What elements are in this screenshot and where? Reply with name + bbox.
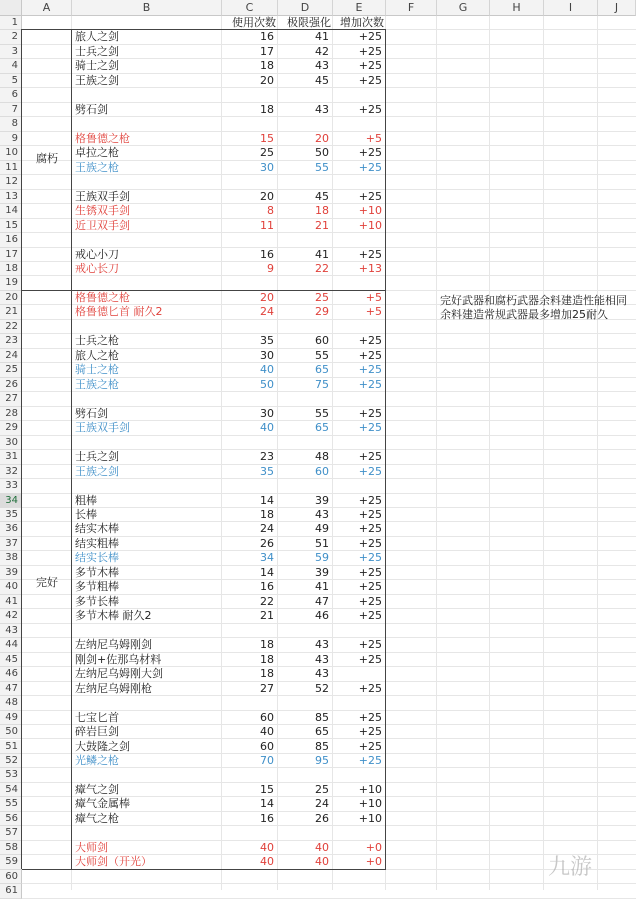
row-header-42[interactable]: 42: [0, 609, 22, 623]
grid-row: [22, 696, 636, 710]
row-header-13[interactable]: 13: [0, 190, 22, 204]
column-header-h[interactable]: H: [490, 0, 544, 16]
usage-count-cell[interactable]: 35: [260, 464, 274, 478]
row-header-46[interactable]: 46: [0, 667, 22, 681]
row-header-1[interactable]: 1: [0, 16, 22, 30]
max-upgrade-cell[interactable]: 55: [315, 406, 329, 420]
max-upgrade-cell[interactable]: 65: [315, 421, 329, 435]
grid-row: [22, 392, 636, 406]
column-header-i[interactable]: I: [544, 0, 598, 16]
weapon-name-cell[interactable]: 大师剑: [75, 840, 108, 854]
row-header-50[interactable]: 50: [0, 725, 22, 739]
row-header-47[interactable]: 47: [0, 682, 22, 696]
row-header-27[interactable]: 27: [0, 392, 22, 406]
usage-count-cell[interactable]: 22: [260, 594, 274, 608]
max-upgrade-cell[interactable]: 43: [315, 667, 329, 681]
group-border-line: [22, 869, 386, 870]
added-count-cell[interactable]: +25: [358, 565, 382, 579]
usage-count-cell[interactable]: 30: [260, 160, 274, 174]
row-header-39[interactable]: 39: [0, 566, 22, 580]
row-header-5[interactable]: 5: [0, 74, 22, 88]
added-count-cell[interactable]: +25: [358, 580, 382, 594]
usage-count-cell[interactable]: 17: [260, 44, 274, 58]
max-upgrade-cell[interactable]: 46: [315, 609, 329, 623]
weapon-name-cell[interactable]: 戒心长刀: [75, 261, 119, 275]
added-count-cell[interactable]: +25: [358, 406, 382, 420]
max-upgrade-cell[interactable]: 55: [315, 160, 329, 174]
usage-count-cell[interactable]: 27: [260, 681, 274, 695]
row-header-51[interactable]: 51: [0, 740, 22, 754]
weapon-name-cell[interactable]: 格鲁德之枪: [75, 290, 130, 304]
weapon-name-cell[interactable]: 王族双手剑: [75, 189, 130, 203]
max-upgrade-cell[interactable]: 55: [315, 348, 329, 362]
row-header-24[interactable]: 24: [0, 349, 22, 363]
usage-count-cell[interactable]: 16: [260, 247, 274, 261]
added-count-cell[interactable]: +13: [358, 261, 382, 275]
added-count-cell[interactable]: +25: [358, 507, 382, 521]
weapon-name-cell[interactable]: 劈石剑: [75, 102, 108, 116]
row-header-36[interactable]: 36: [0, 522, 22, 536]
added-count-cell[interactable]: +25: [358, 44, 382, 58]
header-usage-count: 使用次数: [232, 16, 276, 29]
max-upgrade-cell[interactable]: 48: [315, 450, 329, 464]
usage-count-cell[interactable]: 14: [260, 797, 274, 811]
added-count-cell[interactable]: +25: [358, 681, 382, 695]
weapon-name-cell[interactable]: 左纳尼乌姆刚枪: [75, 681, 152, 695]
row-header-33[interactable]: 33: [0, 479, 22, 493]
max-upgrade-cell[interactable]: 59: [315, 551, 329, 565]
usage-count-cell[interactable]: 16: [260, 580, 274, 594]
row-header-12[interactable]: 12: [0, 175, 22, 189]
max-upgrade-cell[interactable]: 26: [315, 811, 329, 825]
grid-row: [22, 479, 636, 493]
max-upgrade-cell[interactable]: 50: [315, 146, 329, 160]
added-count-cell[interactable]: +5: [365, 290, 382, 304]
added-count-cell[interactable]: +25: [358, 652, 382, 666]
added-count-cell[interactable]: +25: [358, 464, 382, 478]
weapon-name-cell[interactable]: 长棒: [75, 507, 97, 521]
added-count-cell[interactable]: +10: [358, 811, 382, 825]
weapon-name-cell[interactable]: 王族之剑: [75, 464, 119, 478]
usage-count-cell[interactable]: 40: [260, 855, 274, 869]
added-count-cell[interactable]: +25: [358, 638, 382, 652]
weapon-name-cell[interactable]: 瘴气之枪: [75, 811, 119, 825]
usage-count-cell[interactable]: 21: [260, 609, 274, 623]
row-header-55[interactable]: 55: [0, 797, 22, 811]
usage-count-cell[interactable]: 16: [260, 811, 274, 825]
group-border-line: [22, 29, 386, 30]
max-upgrade-cell[interactable]: 40: [315, 855, 329, 869]
max-upgrade-cell[interactable]: 43: [315, 638, 329, 652]
grid-row: [22, 624, 636, 638]
max-upgrade-cell[interactable]: 43: [315, 59, 329, 73]
added-count-cell[interactable]: +25: [358, 377, 382, 391]
max-upgrade-cell[interactable]: 43: [315, 102, 329, 116]
grid-row: [22, 841, 636, 855]
added-count-cell[interactable]: +25: [358, 59, 382, 73]
column-header-g[interactable]: G: [437, 0, 490, 16]
row-header-30[interactable]: 30: [0, 436, 22, 450]
usage-count-cell[interactable]: 40: [260, 363, 274, 377]
weapon-name-cell[interactable]: 光鳞之枪: [75, 753, 119, 767]
row-header-41[interactable]: 41: [0, 595, 22, 609]
usage-count-cell[interactable]: 24: [260, 305, 274, 319]
usage-count-cell[interactable]: 18: [260, 59, 274, 73]
usage-count-cell[interactable]: 11: [260, 218, 274, 232]
max-upgrade-cell[interactable]: 41: [315, 580, 329, 594]
group-label-decayed: 腐朽: [36, 152, 58, 166]
weapon-name-cell[interactable]: 多节粗棒: [75, 580, 119, 594]
added-count-cell[interactable]: +25: [358, 493, 382, 507]
weapon-name-cell[interactable]: 骑士之枪: [75, 363, 119, 377]
group-border-vertical: [21, 29, 22, 868]
added-count-cell[interactable]: +25: [358, 450, 382, 464]
weapon-name-cell[interactable]: 大鼓隆之剑: [75, 739, 130, 753]
added-count-cell[interactable]: +25: [358, 73, 382, 87]
row-header-28[interactable]: 28: [0, 407, 22, 421]
weapon-name-cell[interactable]: 左纳尼乌姆刚剑: [75, 638, 152, 652]
weapon-name-cell[interactable]: 劈石剑: [75, 406, 108, 420]
usage-count-cell[interactable]: 40: [260, 840, 274, 854]
row-header-38[interactable]: 38: [0, 551, 22, 565]
row-header-7[interactable]: 7: [0, 103, 22, 117]
added-count-cell[interactable]: +0: [365, 855, 382, 869]
added-count-cell[interactable]: [333, 667, 382, 681]
row-header-22[interactable]: 22: [0, 320, 22, 334]
usage-count-cell[interactable]: 14: [260, 493, 274, 507]
grid-row: [22, 103, 636, 117]
grid-row: [22, 870, 636, 884]
weapon-name-cell[interactable]: 王族之枪: [75, 160, 119, 174]
usage-count-cell[interactable]: 30: [260, 348, 274, 362]
grid-row: [22, 233, 636, 247]
added-count-cell[interactable]: +25: [358, 753, 382, 767]
grid-row: [22, 826, 636, 840]
max-upgrade-cell[interactable]: 60: [315, 464, 329, 478]
column-header-j[interactable]: J: [598, 0, 636, 16]
max-upgrade-cell[interactable]: 45: [315, 189, 329, 203]
group-border-line: [22, 290, 386, 291]
row-header-15[interactable]: 15: [0, 219, 22, 233]
usage-count-cell[interactable]: 60: [260, 739, 274, 753]
usage-count-cell[interactable]: 20: [260, 73, 274, 87]
max-upgrade-cell[interactable]: 95: [315, 753, 329, 767]
max-upgrade-cell[interactable]: 52: [315, 681, 329, 695]
header-added-count: 增加次数: [340, 16, 384, 29]
weapon-name-cell[interactable]: 多节木棒 耐久2: [75, 609, 152, 623]
usage-count-cell[interactable]: 24: [260, 522, 274, 536]
row-header-16[interactable]: 16: [0, 233, 22, 247]
max-upgrade-cell[interactable]: 40: [315, 840, 329, 854]
header-max-upgrade: 极限强化: [287, 16, 331, 29]
row-header-58[interactable]: 58: [0, 841, 22, 855]
added-count-cell[interactable]: +25: [358, 710, 382, 724]
usage-count-cell[interactable]: 18: [260, 652, 274, 666]
row-header-10[interactable]: 10: [0, 146, 22, 160]
added-count-cell[interactable]: +0: [365, 840, 382, 854]
usage-count-cell[interactable]: 20: [260, 189, 274, 203]
added-count-cell[interactable]: +25: [358, 160, 382, 174]
group-border-vertical: [385, 29, 386, 868]
row-header-45[interactable]: 45: [0, 653, 22, 667]
max-upgrade-cell[interactable]: 39: [315, 493, 329, 507]
max-upgrade-cell[interactable]: 18: [315, 204, 329, 218]
weapon-name-cell[interactable]: 近卫双手剑: [75, 218, 130, 232]
added-count-cell[interactable]: +25: [358, 609, 382, 623]
weapon-name-cell[interactable]: 左纳尼乌姆刚大剑: [75, 667, 163, 681]
usage-count-cell[interactable]: 15: [260, 131, 274, 145]
max-upgrade-cell[interactable]: 49: [315, 522, 329, 536]
usage-count-cell[interactable]: 60: [260, 710, 274, 724]
added-count-cell[interactable]: +25: [358, 348, 382, 362]
max-upgrade-cell[interactable]: 43: [315, 507, 329, 521]
usage-count-cell[interactable]: 50: [260, 377, 274, 391]
row-header-6[interactable]: 6: [0, 88, 22, 102]
max-upgrade-cell[interactable]: 41: [315, 30, 329, 44]
added-count-cell[interactable]: +5: [365, 305, 382, 319]
row-header-21[interactable]: 21: [0, 305, 22, 319]
row-header-29[interactable]: 29: [0, 421, 22, 435]
added-count-cell[interactable]: +10: [358, 797, 382, 811]
max-upgrade-cell[interactable]: 22: [315, 261, 329, 275]
row-header-4[interactable]: 4: [0, 59, 22, 73]
added-count-cell[interactable]: +25: [358, 536, 382, 550]
grid-row: [22, 884, 636, 898]
weapon-name-cell[interactable]: 王族之枪: [75, 377, 119, 391]
max-upgrade-cell[interactable]: 29: [315, 305, 329, 319]
max-upgrade-cell[interactable]: 47: [315, 594, 329, 608]
weapon-name-cell[interactable]: 生锈双手剑: [75, 204, 130, 218]
weapon-name-cell[interactable]: 王族之剑: [75, 73, 119, 87]
added-count-cell[interactable]: +10: [358, 204, 382, 218]
row-header-17[interactable]: 17: [0, 248, 22, 262]
usage-count-cell[interactable]: 34: [260, 551, 274, 565]
grid-row: [22, 508, 636, 522]
weapon-name-cell[interactable]: 结实长棒: [75, 551, 119, 565]
row-header-25[interactable]: 25: [0, 363, 22, 377]
usage-count-cell[interactable]: 16: [260, 30, 274, 44]
row-header-18[interactable]: 18: [0, 262, 22, 276]
row-header-19[interactable]: 19: [0, 276, 22, 290]
row-header-59[interactable]: 59: [0, 855, 22, 869]
column-header-b[interactable]: B: [72, 0, 222, 16]
row-header-2[interactable]: 2: [0, 30, 22, 44]
usage-count-cell[interactable]: 40: [260, 725, 274, 739]
added-count-cell[interactable]: +25: [358, 522, 382, 536]
usage-count-cell[interactable]: 25: [260, 146, 274, 160]
grid-row: [22, 494, 636, 508]
grid-row: [22, 436, 636, 450]
added-count-cell[interactable]: +25: [358, 30, 382, 44]
usage-count-cell[interactable]: 15: [260, 782, 274, 796]
note-line-2: 余料建造常规武器最多增加25耐久: [440, 308, 608, 322]
weapon-name-cell[interactable]: 粗棒: [75, 493, 97, 507]
row-header-43[interactable]: 43: [0, 624, 22, 638]
row-header-20[interactable]: 20: [0, 291, 22, 305]
usage-count-cell[interactable]: 70: [260, 753, 274, 767]
weapon-name-cell[interactable]: 多节长棒: [75, 594, 119, 608]
added-count-cell[interactable]: +10: [358, 782, 382, 796]
row-header-61[interactable]: 61: [0, 884, 22, 898]
added-count-cell[interactable]: +25: [358, 551, 382, 565]
column-header-c[interactable]: C: [222, 0, 278, 16]
added-count-cell[interactable]: +25: [358, 146, 382, 160]
weapon-name-cell[interactable]: 士兵之枪: [75, 334, 119, 348]
max-upgrade-cell[interactable]: 25: [315, 782, 329, 796]
added-count-cell[interactable]: +25: [358, 739, 382, 753]
row-header-44[interactable]: 44: [0, 638, 22, 652]
added-count-cell[interactable]: +25: [358, 421, 382, 435]
added-count-cell[interactable]: +5: [365, 131, 382, 145]
added-count-cell[interactable]: +10: [358, 218, 382, 232]
group-label-intact: 完好: [36, 575, 58, 589]
row-header-52[interactable]: 52: [0, 754, 22, 768]
usage-count-cell[interactable]: 8: [267, 204, 274, 218]
grid-row: [22, 117, 636, 131]
row-header-14[interactable]: 14: [0, 204, 22, 218]
weapon-name-cell[interactable]: 士兵之剑: [75, 44, 119, 58]
usage-count-cell[interactable]: 23: [260, 450, 274, 464]
weapon-name-cell[interactable]: 结实木棒: [75, 522, 119, 536]
weapon-name-cell[interactable]: 瘴气之剑: [75, 782, 119, 796]
added-count-cell[interactable]: +25: [358, 363, 382, 377]
weapon-name-cell[interactable]: 格鲁德匕首 耐久2: [75, 305, 163, 319]
grid-row: [22, 768, 636, 782]
max-upgrade-cell[interactable]: 65: [315, 363, 329, 377]
weapon-name-cell[interactable]: 碎岩巨剑: [75, 725, 119, 739]
usage-count-cell[interactable]: 30: [260, 406, 274, 420]
max-upgrade-cell[interactable]: 24: [315, 797, 329, 811]
max-upgrade-cell[interactable]: 45: [315, 73, 329, 87]
usage-count-cell[interactable]: 18: [260, 638, 274, 652]
usage-count-cell[interactable]: 26: [260, 536, 274, 550]
usage-count-cell[interactable]: 18: [260, 102, 274, 116]
added-count-cell[interactable]: +25: [358, 102, 382, 116]
weapon-name-cell[interactable]: 王族双手剑: [75, 421, 130, 435]
row-header-31[interactable]: 31: [0, 450, 22, 464]
grid-row: [22, 407, 636, 421]
weapon-name-cell[interactable]: 卓拉之枪: [75, 146, 119, 160]
column-header-f[interactable]: F: [386, 0, 437, 16]
row-header-32[interactable]: 32: [0, 465, 22, 479]
weapon-name-cell[interactable]: 大师剑（开光）: [75, 855, 152, 869]
row-header-56[interactable]: 56: [0, 812, 22, 826]
added-count-cell[interactable]: +25: [358, 247, 382, 261]
added-count-cell[interactable]: +25: [358, 594, 382, 608]
row-header-48[interactable]: 48: [0, 696, 22, 710]
max-upgrade-cell[interactable]: 43: [315, 652, 329, 666]
added-count-cell[interactable]: +25: [358, 725, 382, 739]
column-header-d[interactable]: D: [278, 0, 333, 16]
grid-row: [22, 175, 636, 189]
weapon-name-cell[interactable]: 戒心小刀: [75, 247, 119, 261]
row-header-23[interactable]: 23: [0, 334, 22, 348]
max-upgrade-cell[interactable]: 75: [315, 377, 329, 391]
weapon-name-cell[interactable]: 多节木棒: [75, 565, 119, 579]
row-header-49[interactable]: 49: [0, 711, 22, 725]
usage-count-cell[interactable]: 14: [260, 565, 274, 579]
weapon-name-cell[interactable]: 结实粗棒: [75, 536, 119, 550]
weapon-name-cell[interactable]: 格鲁德之枪: [75, 131, 130, 145]
max-upgrade-cell[interactable]: 41: [315, 247, 329, 261]
row-header-26[interactable]: 26: [0, 378, 22, 392]
max-upgrade-cell[interactable]: 51: [315, 536, 329, 550]
grid-row: [22, 276, 636, 290]
max-upgrade-cell[interactable]: 60: [315, 334, 329, 348]
max-upgrade-cell[interactable]: 25: [315, 290, 329, 304]
row-header-37[interactable]: 37: [0, 537, 22, 551]
row-header-53[interactable]: 53: [0, 768, 22, 782]
row-header-54[interactable]: 54: [0, 783, 22, 797]
max-upgrade-cell[interactable]: 85: [315, 710, 329, 724]
usage-count-cell[interactable]: 18: [260, 507, 274, 521]
added-count-cell[interactable]: +25: [358, 334, 382, 348]
max-upgrade-cell[interactable]: 42: [315, 44, 329, 58]
max-upgrade-cell[interactable]: 20: [315, 131, 329, 145]
weapon-name-cell[interactable]: 士兵之剑: [75, 450, 119, 464]
row-header-11[interactable]: 11: [0, 161, 22, 175]
row-header-57[interactable]: 57: [0, 826, 22, 840]
weapon-name-cell[interactable]: 瘴气金属棒: [75, 797, 130, 811]
column-header-e[interactable]: E: [333, 0, 386, 16]
select-all-corner[interactable]: [0, 0, 22, 16]
weapon-name-cell[interactable]: 骑士之剑: [75, 59, 119, 73]
grid-row: [22, 88, 636, 102]
row-header-9[interactable]: 9: [0, 132, 22, 146]
weapon-name-cell[interactable]: 旅人之剑: [75, 30, 119, 44]
max-upgrade-cell[interactable]: 85: [315, 739, 329, 753]
group-border-vertical: [71, 29, 72, 868]
added-count-cell[interactable]: +25: [358, 189, 382, 203]
watermark-logo: 九游: [548, 855, 593, 880]
weapon-name-cell[interactable]: 旅人之枪: [75, 348, 119, 362]
usage-count-cell[interactable]: 35: [260, 334, 274, 348]
usage-count-cell[interactable]: 18: [260, 667, 274, 681]
row-header-34[interactable]: 34: [0, 494, 22, 508]
usage-count-cell[interactable]: 20: [260, 290, 274, 304]
usage-count-cell[interactable]: 9: [267, 261, 274, 275]
weapon-name-cell[interactable]: 七宝匕首: [75, 710, 119, 724]
weapon-name-cell[interactable]: 刚剑+佐那乌材料: [75, 652, 162, 666]
row-header-3[interactable]: 3: [0, 45, 22, 59]
row-header-8[interactable]: 8: [0, 117, 22, 131]
max-upgrade-cell[interactable]: 65: [315, 725, 329, 739]
usage-count-cell[interactable]: 40: [260, 421, 274, 435]
row-header-40[interactable]: 40: [0, 580, 22, 594]
max-upgrade-cell[interactable]: 39: [315, 565, 329, 579]
note-line-1: 完好武器和腐朽武器余料建造性能相同: [440, 293, 627, 307]
row-header-60[interactable]: 60: [0, 870, 22, 884]
column-header-a[interactable]: A: [22, 0, 72, 16]
max-upgrade-cell[interactable]: 21: [315, 218, 329, 232]
row-header-35[interactable]: 35: [0, 508, 22, 522]
